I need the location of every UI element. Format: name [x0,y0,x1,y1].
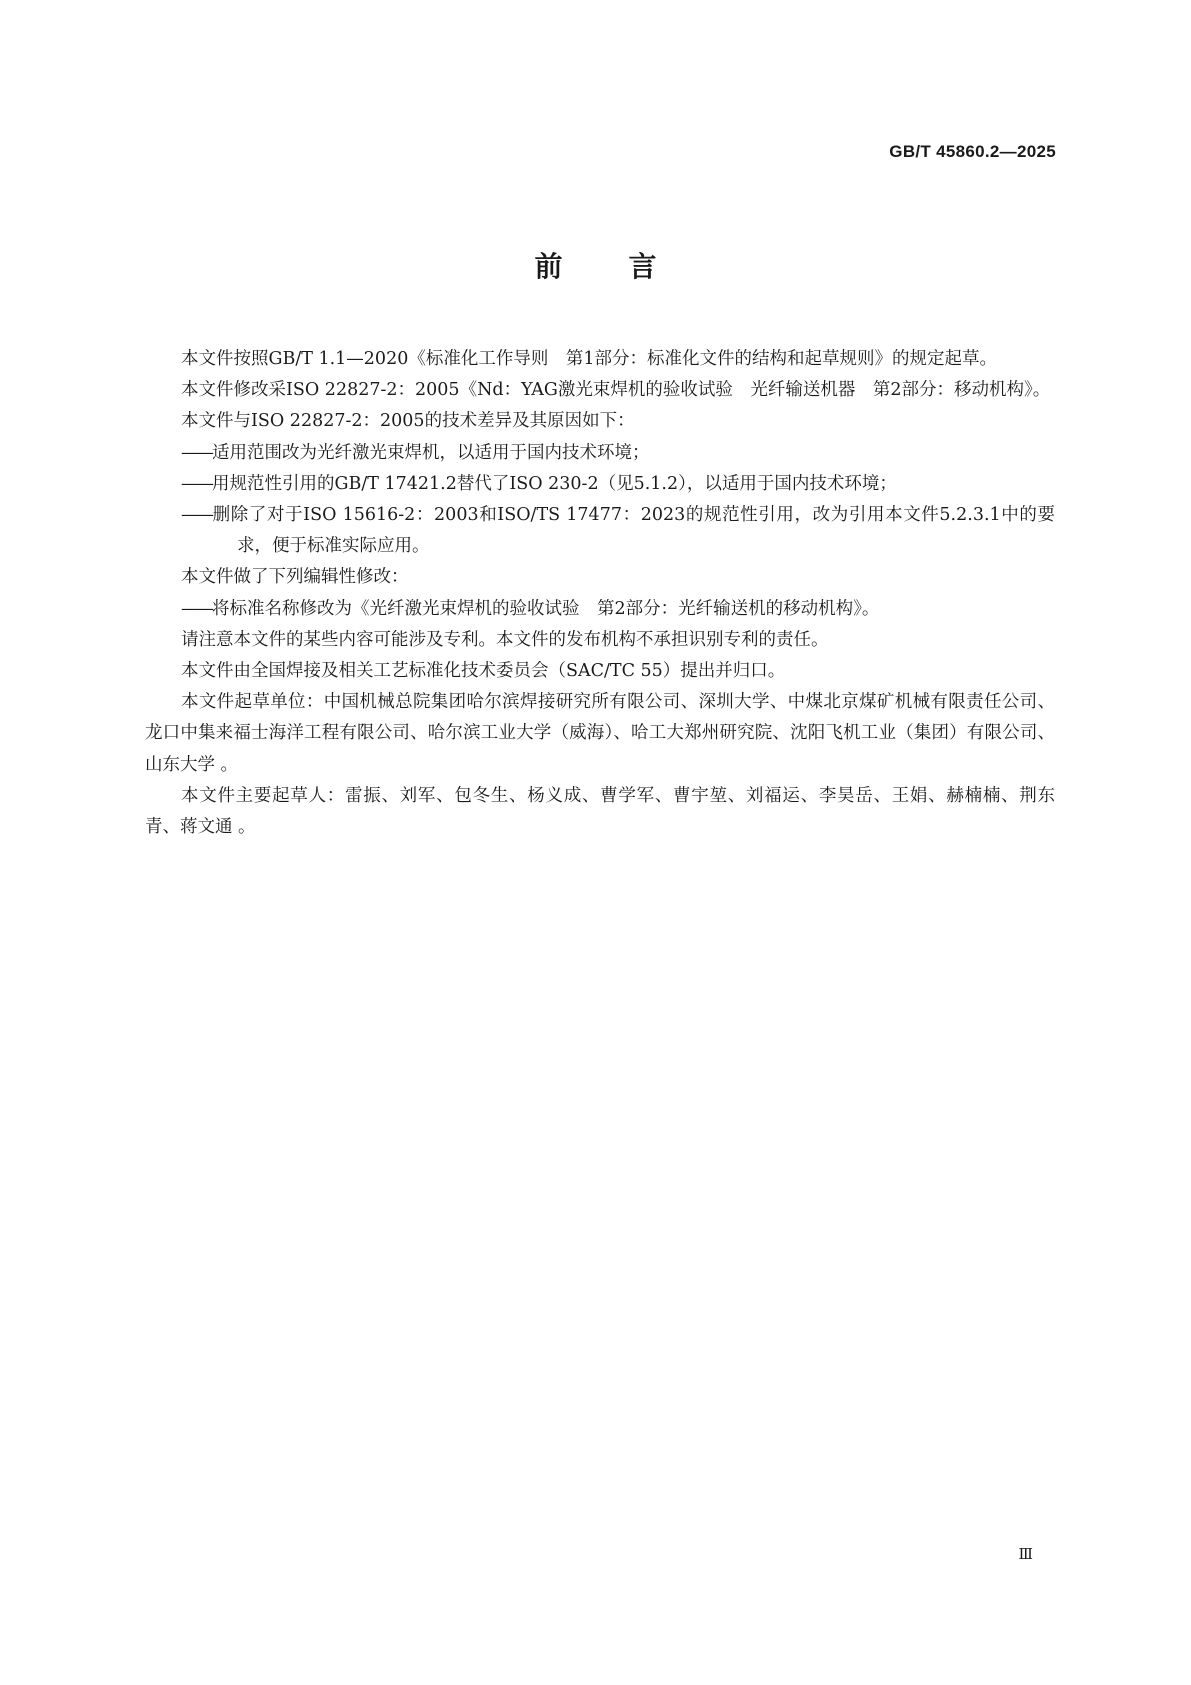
paragraph-drafting-rules: 本文件按照GB/T 1.1—2020《标准化工作导则 第1部分：标准化文件的结构和起草规则》的规定起草。 [181,349,997,369]
list-item [145,594,1055,625]
paragraph-drafting-units: 本文件起草单位：中国机械总院集团哈尔滨焊接研究所有限公司、深圳大学、中煤北京煤矿机械有限责任公司、龙口中集来福士海洋工程有限公司、哈尔滨工业大学（威海）、哈工大郑州研究院、沈阳飞机工业（集团）有限公司、山东大学 。 [145,692,1055,775]
list-item-text: 删除了对于ISO 15616-2：2003和ISO/TS 17477：2023的规范性引用，改为引用本文件5.2.3.1中的要求，便于标准实际应用。 [212,505,1055,557]
paragraph-patent-notice: 请注意本文件的某些内容可能涉及专利。本文件的发布机构不承担识别专利的责任。 [181,629,829,650]
list-item-text: 将标准名称修改为《光纤激光束焊机的验收试验 第2部分：光纤输送机的移动机构》。 [212,598,880,619]
paragraph-adoption: 本文件修改采ISO 22827-2：2005《Nd：YAG激光束焊机的验收试验 光纤输送机器 第2部分：移动机构》。 [181,380,1051,401]
paragraph-technical-differences: 本文件与ISO 22827-2：2005的技术差异及其原因如下： [181,411,635,432]
paragraph-drafters: 本文件主要起草人：雷振、刘军、包冬生、杨义成、曹学军、曹宇堃、刘福运、李昊岳、王娟、赫楠楠、荆东青、蒋文通 。 [145,785,1055,838]
standard-code: GB/T 45860.2—2025 [889,142,1056,161]
list-dash: —— [181,505,212,526]
list-dash: —— [181,442,212,463]
paragraph-proposer: 本文件由全国焊接及相关工艺标准化技术委员会（SAC/TC 55）提出并归口。 [181,661,786,682]
page-number: Ⅲ [1018,1545,1033,1563]
paragraph-editorial-changes: 本文件做了下列编辑性修改： [181,567,409,588]
list-item-text: 适用范围改为光纤激光束焊机，以适用于国内技术环境； [212,442,650,463]
preface-body [145,344,1055,843]
list-item [145,469,1055,500]
list-item-text: 用规范性引用的GB/T 17421.2替代了ISO 230-2（见5.1.2），以适用于国内技术环境； [212,473,897,494]
list-item [145,500,1055,562]
list-dash: —— [181,473,212,494]
page-title: 前言 [534,250,723,283]
list-item [145,438,1055,469]
list-dash: —— [181,598,212,619]
